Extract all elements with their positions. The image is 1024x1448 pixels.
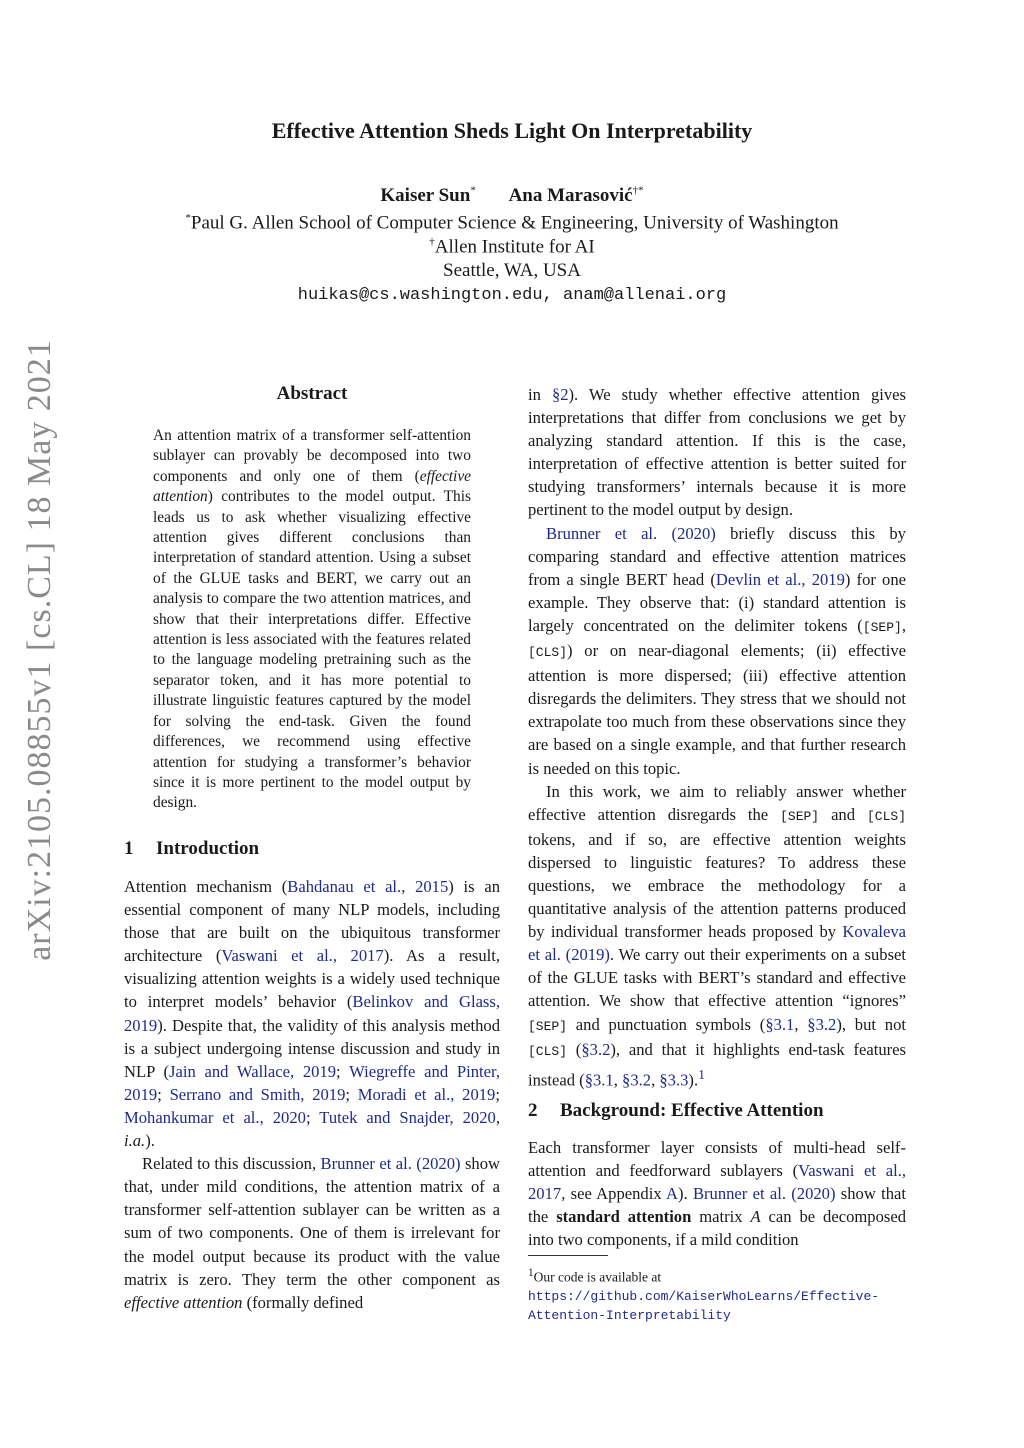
citation-link[interactable]: Kovaleva et al. (2019) [528,922,906,965]
citation-link[interactable]: Brunner et al. (2020) [692,1184,836,1204]
appendix-link[interactable]: A [665,1184,678,1204]
section-link[interactable]: §2 [551,385,569,404]
footnote-marker[interactable]: 1 [698,1066,706,1082]
footnote-url-link[interactable]: https://github.com/KaiserWhoLearns/Effective-Attention-Interpretability [528,1288,880,1323]
intro-paragraph-2: Related to this discussion, Brunner et al. (2020) show that, under mild conditions, the attention matrix of a transformer self-attention sublayer can be written as a sum of two components. One of them is irrelevant for the model output because its product with the value matrix is zero. They term the other component as effective attention (formally defined [124,1154,500,1312]
section-link[interactable]: §3.3 [659,1070,689,1090]
author-list [0,185,1024,207]
citation-link[interactable]: Serrano and Smith, 2019 [169,1084,346,1104]
citation-link[interactable]: Moradi et al., 2019 [357,1084,496,1104]
citation-link[interactable]: Belinkov and Glass, 2019 [124,992,500,1035]
right-column-text [528,383,906,1091]
affiliation-3: Seattle, WA, USA [443,260,581,281]
author-emails: huikas@cs.washington.edu, anam@allenai.org [297,286,727,305]
arxiv-identifier [0,240,80,1060]
background-paragraph-1: Each transformer layer consists of multi-head self-attention and feedforward sublayers (Vaswani et al., 2017, see Appendix A). Brunner et al. (2020) show that the standard attention matrix A can be decomposed into two components, if a mild condition [528,1138,906,1250]
abstract-body: An attention matrix of a transformer self-attention sublayer can provably be decomposed into two components and only one of them (effective attention) contributes to the model output. This leads us to ask whether visualizing effective attention gives different conclusions than interpretation of standard attention. Using a subset of the GLUE tasks and BERT, we carry out an analysis to compare the two attention matrices, and show that their interpretations differ. Effective attention is less associated with the features related to the language modeling pretraining such as the separator token, and it has more potential to illustrate linguistic features captured by the model for solving the end-task. Given the found differences, we recommend using effective attention for studying a transformer’s behavior since it is more pertinent to the model output by design. [153,427,471,812]
citation-link[interactable]: Vaswani et al., 2017 [528,1161,906,1204]
right-paragraph-0: in §2). We study whether effective attention gives interpretations that differ from conclusions we get by analyzing standard attention. If this is the case, interpretation of effective attention is better suited for studying transformers’ internals because it is more pertinent to the model output by design. [528,385,906,520]
citation-link[interactable]: Wiegreffe and Pinter, 2019 [124,1061,500,1104]
citation-link[interactable]: Tutek and Snajder, 2020 [319,1107,496,1127]
citation-link[interactable]: Brunner et al. (2020) [546,523,716,543]
section-heading-background: 2 Background: Effective Attention [528,1100,824,1121]
section-link[interactable]: §3.2 [622,1070,652,1090]
citation-link[interactable]: Jain and Wallace, 2019 [169,1061,337,1081]
background-text [528,1136,906,1251]
citation-link[interactable]: Devlin et al., 2019 [715,569,845,589]
intro-paragraph-1: Attention mechanism (Bahdanau et al., 2015) is an essential component of many NLP models, including those that are built on the ubiquitous transformer architecture (Vaswani et al., 2017). As a result, visualizing attention weights is a widely used technique to interpret models’ behavior (Belinkov and Glass, 2019). Despite that, the validity of this analysis method is a subject undergoing intense discussion and study in NLP (Jain and Wallace, 2019; Wiegreffe and Pinter, 2019; Serrano and Smith, 2019; Moradi et al., 2019; Mohankumar et al., 2020; Tutek and Snajder, 2020, i.a.). [124,877,500,1151]
section-link[interactable]: §3.1 [584,1070,614,1090]
citation-link[interactable]: Brunner et al. (2020) [320,1154,461,1174]
abstract-heading: Abstract [276,383,348,404]
affiliation-2: †Allen Institute for AI [429,236,595,258]
affiliation-1: *Paul G. Allen School of Computer Science & Engineering, University of Washington [185,212,839,234]
section-heading-introduction: 1 Introduction [124,838,260,859]
author-2: Ana Marasović†* [508,185,644,207]
arxiv-id-text: arXiv:2105.08855v1 [cs.CL] 18 May 2021 [21,339,58,961]
citation-link[interactable]: Vaswani et al., 2017 [221,946,384,966]
right-paragraph-2: In this work, we aim to reliably answer whether effective attention disregards the [SEP] and [CLS] tokens, and if so, are effective attention weights dispersed to linguistic features? To address these questions, we embrace the methodology for a quantitative analysis of the attention patterns produced by individual transformer heads proposed by Kovaleva et al. (2019). We carry out their experiments on a subset of the GLUE tasks with BERT’s standard and effective attention. We show that effective attention “ignores” [SEP] and punctuation symbols (§3.1, §3.2), but not [CLS] (§3.2), and that it highlights end-task features instead (§3.1, §3.2, §3.3).$^1$ [528,781,906,1090]
citation-link[interactable]: Bahdanau et al., 2015 [287,877,449,896]
section-link[interactable]: §3.2 [807,1014,837,1034]
footnote: $^1$Our code is available at https://github.com/KaiserWhoLearns/Effective-Attention-Interpretability [528,1267,880,1323]
section-link[interactable]: §3.2 [581,1039,611,1059]
citation-link[interactable]: Mohankumar et al., 2020 [124,1107,306,1127]
author-1: Kaiser Sun* [380,185,476,207]
paper-title: Effective Attention Sheds Light On Interpretability [271,118,753,143]
introduction-text [124,875,500,1314]
footnote-rule [528,1255,608,1256]
section-link[interactable]: §3.1 [765,1014,795,1034]
right-paragraph-1: Brunner et al. (2020) briefly discuss this by comparing standard and effective attention matrices from a single BERT head (Devlin et al., 2019) for one example. They observe that: (i) standard attention is largely concentrated on the delimiter tokens ([SEP], [CLS]) or on near-diagonal elements; (ii) effective attention is more dispersed; (iii) effective attention disregards the delimiters. They stress that we should not extrapolate too much from these observations since they are based on a single example, and that further research is needed on this topic. [528,523,906,778]
